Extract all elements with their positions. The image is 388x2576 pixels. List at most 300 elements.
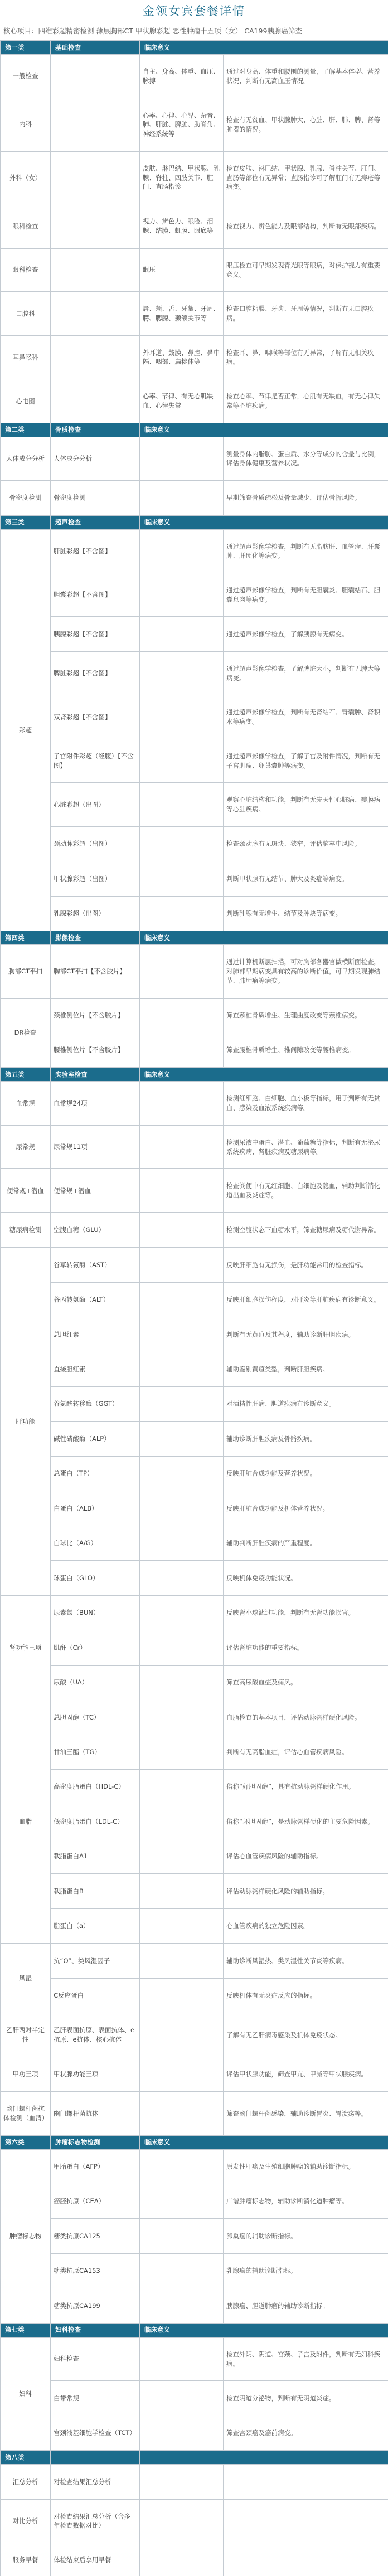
item-name-cell xyxy=(51,335,140,379)
section-title xyxy=(51,2451,140,2465)
item-content-cell xyxy=(140,1665,224,1700)
item-content-cell xyxy=(140,2219,224,2253)
item-content-cell xyxy=(140,2465,224,2499)
item-name-cell: 谷氨酰转移酶（GGT） xyxy=(51,1387,140,1421)
section-header xyxy=(1,931,388,945)
table-row xyxy=(1,998,388,1033)
table-row xyxy=(1,861,388,896)
category-cell: 血脂 xyxy=(1,1700,51,1944)
section-number: 第一类 xyxy=(1,41,51,55)
item-name-cell: 对检查结果汇总分析 xyxy=(51,2465,140,2499)
item-name-cell: 胰腺彩超【不含图】 xyxy=(51,617,140,651)
item-meaning-cell: 卵巢癌的辅助诊断指标。 xyxy=(224,2219,388,2253)
item-meaning-cell: 通过对身高、体重和腰围的测量，了解基本体型、营养状况、判断有无高血压情况。 xyxy=(224,55,388,98)
item-name-cell: 白球比（A/G） xyxy=(51,1526,140,1560)
category-cell: 肾功能三项 xyxy=(1,1595,51,1700)
item-name-cell: 糖类抗原CA153 xyxy=(51,2253,140,2288)
section-number: 第六类 xyxy=(1,2135,51,2149)
category-cell: 彩超 xyxy=(1,529,51,931)
table-row xyxy=(1,1282,388,1317)
item-content-cell xyxy=(140,617,224,651)
item-meaning-cell: 广谱肿瘤标志物，辅助诊断消化道肿瘤等。 xyxy=(224,2184,388,2219)
section-meaning-header: 临床意义 xyxy=(140,1068,388,1082)
item-content-cell: 视力、辨色力、眼睑、泪腺、结膜、虹膜、眼底等 xyxy=(140,204,224,248)
section-title: 实验室检查 xyxy=(51,1068,140,1082)
item-content-cell xyxy=(140,998,224,1033)
table-row xyxy=(1,1082,388,1125)
item-meaning-cell: 反映机体有无炎症反应的指标。 xyxy=(224,1978,388,2013)
item-meaning-cell: 通过超声影像学检查，判断有无脂肪肝、血管瘤、肝囊肿、肝硬化等病变。 xyxy=(224,529,388,573)
item-name-cell: 低密度脂蛋白（LDL-C） xyxy=(51,1804,140,1839)
category-cell: 尿常规 xyxy=(1,1125,51,1168)
table-row xyxy=(1,1735,388,1769)
item-name-cell: 腰椎侧位片【不含胶片】 xyxy=(51,1033,140,1067)
item-meaning-cell: 血脂检查的基本项目，评估动脉粥样硬化风险。 xyxy=(224,1700,388,1735)
item-meaning-cell: 检查有无贫血、甲状腺肿大、心脏、肝、肺、脾、肾等脏器的情况。 xyxy=(224,98,388,151)
table-row xyxy=(1,1944,388,1978)
item-name-cell xyxy=(51,248,140,291)
item-meaning-cell: 测量身体内脂肪、蛋白质、水分等成分的含量与比例，评估身体健康及营养状况。 xyxy=(224,437,388,480)
table-row xyxy=(1,2253,388,2288)
item-name-cell: C反应蛋白 xyxy=(51,1978,140,2013)
item-name-cell: 人体成分分析 xyxy=(51,437,140,480)
item-meaning-cell: 评估心血管疾病风险的辅助指标。 xyxy=(224,1839,388,1873)
section-meaning-header: 临床意义 xyxy=(140,515,388,529)
table-row xyxy=(1,2184,388,2219)
table-row xyxy=(1,945,388,998)
item-meaning-cell: 检查心率、节律是否正常，心肌有无缺血，有无心律失常等心脏疾病。 xyxy=(224,379,388,423)
item-meaning-cell: 反映机体免疫功能状况。 xyxy=(224,1561,388,1595)
item-name-cell: 脂蛋白（a） xyxy=(51,1908,140,1943)
item-meaning-cell: 判断乳腺有无增生、结节及肿块等病变。 xyxy=(224,896,388,931)
category-cell: 外科（女） xyxy=(1,151,51,204)
item-content-cell xyxy=(140,529,224,573)
item-content-cell xyxy=(140,1978,224,2013)
item-meaning-cell: 辅助诊断肝胆疾病及骨骼疾病。 xyxy=(224,1421,388,1456)
item-content-cell xyxy=(140,2288,224,2323)
item-name-cell: 子宫附件彩超（经腹）【不含图】 xyxy=(51,739,140,782)
table-row xyxy=(1,573,388,616)
table-row xyxy=(1,1978,388,2013)
table-row xyxy=(1,1908,388,1943)
table-row xyxy=(1,379,388,423)
item-name-cell xyxy=(51,98,140,151)
item-content-cell xyxy=(140,2013,224,2057)
item-name-cell: 心脏彩超（出图） xyxy=(51,783,140,826)
item-content-cell xyxy=(140,2092,224,2135)
item-name-cell: 甲状腺功能三项 xyxy=(51,2057,140,2091)
item-content-cell: 外耳道、鼓膜、鼻腔、鼻中隔、咽部、扁桃体等 xyxy=(140,335,224,379)
table-row xyxy=(1,2465,388,2499)
category-cell: 人体成分分析 xyxy=(1,437,51,480)
item-content-cell xyxy=(140,1169,224,1212)
category-cell: 幽门螺杆菌抗体检测（血清） xyxy=(1,2092,51,2135)
item-content-cell xyxy=(140,1804,224,1839)
item-meaning-cell xyxy=(224,2543,388,2576)
item-content-cell xyxy=(140,1561,224,1595)
section-meaning-header: 临床意义 xyxy=(140,41,388,55)
section-title: 肿瘤标志物检测 xyxy=(51,2135,140,2149)
table-row xyxy=(1,1352,388,1386)
item-name-cell: 尿素氮（BUN） xyxy=(51,1595,140,1630)
item-content-cell xyxy=(140,695,224,739)
item-meaning-cell: 评估肾脏功能的重要指标。 xyxy=(224,1630,388,1665)
table-row xyxy=(1,204,388,248)
item-name-cell: 颈椎侧位片【不含胶片】 xyxy=(51,998,140,1033)
item-meaning-cell: 辅助诊断风湿热、类风湿性关节炎等疾病。 xyxy=(224,1944,388,1978)
item-meaning-cell xyxy=(224,2499,388,2543)
item-name-cell: 尿常规11项 xyxy=(51,1125,140,1168)
table-row xyxy=(1,1561,388,1595)
table-row xyxy=(1,481,388,515)
section-meaning-header: 临床意义 xyxy=(140,931,388,945)
item-content-cell xyxy=(140,1944,224,1978)
category-cell: 便常规+潜血 xyxy=(1,1169,51,1212)
section-title: 超声检查 xyxy=(51,515,140,529)
item-content-cell xyxy=(140,1125,224,1168)
item-name-cell: 载脂蛋白B xyxy=(51,1874,140,1908)
item-meaning-cell: 辅助判断肝脏疾病的严重程度。 xyxy=(224,1526,388,1560)
table-row xyxy=(1,292,388,335)
item-meaning-cell: 检查阴道分泌物，判断有无阴道炎症。 xyxy=(224,2381,388,2416)
item-meaning-cell: 通过计算机断层扫描，可对胸部各器官做横断面检查，对肺部早期病变具有较高的诊断价值，可早期发现肺结节、肺肿瘤等病变。 xyxy=(224,945,388,998)
item-content-cell xyxy=(140,1735,224,1769)
table-row xyxy=(1,1248,388,1282)
item-name-cell: 宫颈液基细胞学检查（TCT） xyxy=(51,2416,140,2450)
category-cell: 耳鼻喉科 xyxy=(1,335,51,379)
category-cell: 风湿 xyxy=(1,1944,51,2013)
item-content-cell xyxy=(140,1491,224,1526)
item-meaning-cell: 筛查幽门螺杆菌感染，辅助诊断胃炎、胃溃疡等。 xyxy=(224,2092,388,2135)
item-name-cell: 尿酸（UA） xyxy=(51,1665,140,1700)
item-meaning-cell: 乳腺癌的辅助诊断指标。 xyxy=(224,2253,388,2288)
item-meaning-cell: 筛查颈椎骨质增生、生理曲度改变等颈椎病变。 xyxy=(224,998,388,1033)
item-meaning-cell: 判断有无高脂血症，评估心血管疾病风险。 xyxy=(224,1735,388,1769)
table-row xyxy=(1,695,388,739)
category-cell: 内科 xyxy=(1,98,51,151)
item-content-cell xyxy=(140,1770,224,1804)
page-title: 金领女宾套餐详情 xyxy=(143,4,245,18)
exam-item-table xyxy=(0,40,388,2576)
item-content-cell xyxy=(140,573,224,616)
item-meaning-cell: 检查颈动脉有无斑块、狭窄，评估脑卒中风险。 xyxy=(224,826,388,861)
item-name-cell xyxy=(51,151,140,204)
category-cell: 汇总分析 xyxy=(1,2465,51,2499)
table-row xyxy=(1,2337,388,2380)
table-row xyxy=(1,783,388,826)
category-cell: DR检查 xyxy=(1,998,51,1068)
table-row xyxy=(1,826,388,861)
item-content-cell xyxy=(140,945,224,998)
table-row xyxy=(1,1491,388,1526)
table-row xyxy=(1,1456,388,1491)
item-name-cell: 白带常规 xyxy=(51,2381,140,2416)
table-row xyxy=(1,2288,388,2323)
item-content-cell xyxy=(140,1874,224,1908)
item-content-cell xyxy=(140,2184,224,2219)
item-name-cell: 糖类抗原CA199 xyxy=(51,2288,140,2323)
item-content-cell xyxy=(140,783,224,826)
item-name-cell: 乳腺彩超（出图） xyxy=(51,896,140,931)
section-header xyxy=(1,41,388,55)
item-name-cell: 抗“O”、类风湿因子 xyxy=(51,1944,140,1978)
table-row xyxy=(1,529,388,573)
category-cell: 胸部CT平扫 xyxy=(1,945,51,998)
category-cell: 妇科 xyxy=(1,2337,51,2450)
table-row xyxy=(1,1387,388,1421)
item-content-cell xyxy=(140,1421,224,1456)
exam-item-table-body xyxy=(1,41,388,2576)
item-meaning-cell: 反映肝细胞有无损伤，是肝功能常用的检查指标。 xyxy=(224,1248,388,1282)
section-meaning-header xyxy=(140,2451,388,2465)
item-content-cell xyxy=(140,1082,224,1125)
item-name-cell: 糖类抗原CA125 xyxy=(51,2219,140,2253)
item-content-cell xyxy=(140,1908,224,1943)
item-meaning-cell: 通过超声影像学检查，判断有无胆囊炎、胆囊结石、胆囊息肉等病变。 xyxy=(224,573,388,616)
item-meaning-cell: 通过超声影像学检查，判断有无肾结石、肾囊肿、肾积水等病变。 xyxy=(224,695,388,739)
item-content-cell xyxy=(140,481,224,515)
section-title: 骨质检查 xyxy=(51,423,140,437)
item-meaning-cell: 筛查宫颈癌及癌前病变。 xyxy=(224,2416,388,2450)
item-content-cell xyxy=(140,1352,224,1386)
table-row xyxy=(1,2499,388,2543)
item-content-cell xyxy=(140,1526,224,1560)
item-name-cell: 肌酐（Cr） xyxy=(51,1630,140,1665)
item-meaning-cell: 筛查高尿酸血症及痛风。 xyxy=(224,1665,388,1700)
item-meaning-cell: 俗称“坏胆固醇”，是动脉粥样硬化的主要危险因素。 xyxy=(224,1804,388,1839)
table-row xyxy=(1,617,388,651)
item-meaning-cell: 俗称“好胆固醇”，具有抗动脉粥样硬化作用。 xyxy=(224,1770,388,1804)
item-content-cell xyxy=(140,2543,224,2576)
item-meaning-cell: 反映肾小球滤过功能，判断有无肾功能损害。 xyxy=(224,1595,388,1630)
section-number: 第八类 xyxy=(1,2451,51,2465)
item-content-cell xyxy=(140,1700,224,1735)
item-meaning-cell: 评估动脉粥样硬化风险的辅助指标。 xyxy=(224,1874,388,1908)
table-row xyxy=(1,2219,388,2253)
item-content-cell: 心率、心律、心界、杂音、肺、肝脏、脾脏、肋脊角、神经系统等 xyxy=(140,98,224,151)
table-row xyxy=(1,2543,388,2576)
category-cell: 对比分析 xyxy=(1,2499,51,2543)
section-meaning-header: 临床意义 xyxy=(140,423,388,437)
category-cell: 眼科检查 xyxy=(1,204,51,248)
item-name-cell: 谷丙转氨酶（ALT） xyxy=(51,1282,140,1317)
item-name-cell xyxy=(51,292,140,335)
table-row xyxy=(1,1212,388,1247)
item-content-cell xyxy=(140,861,224,896)
category-cell: 一般检查 xyxy=(1,55,51,98)
item-content-cell xyxy=(140,651,224,695)
table-row xyxy=(1,98,388,151)
item-name-cell: 双肾彩超【不含图】 xyxy=(51,695,140,739)
item-meaning-cell: 心血管疾病的独立危险因素。 xyxy=(224,1908,388,1943)
item-name-cell: 总蛋白（TP） xyxy=(51,1456,140,1491)
category-cell: 口腔科 xyxy=(1,292,51,335)
category-cell: 眼科检查 xyxy=(1,248,51,291)
table-row xyxy=(1,1874,388,1908)
item-content-cell xyxy=(140,739,224,782)
table-row xyxy=(1,1770,388,1804)
section-meaning-header: 临床意义 xyxy=(140,2323,388,2337)
item-content-cell xyxy=(140,1033,224,1067)
table-row xyxy=(1,1526,388,1560)
item-name-cell: 骨密度检测 xyxy=(51,481,140,515)
table-row xyxy=(1,2057,388,2091)
item-meaning-cell: 判断甲状腺有无结节、肿大及炎症等病变。 xyxy=(224,861,388,896)
item-content-cell: 唇、颊、舌、牙龈、牙周、腭、腮腺、颞颌关节等 xyxy=(140,292,224,335)
item-name-cell: 体检结束后享用早餐 xyxy=(51,2543,140,2576)
item-meaning-cell: 筛查腰椎骨质增生、椎间隙改变等腰椎病变。 xyxy=(224,1033,388,1067)
section-header xyxy=(1,1068,388,1082)
item-meaning-cell: 了解有无乙肝病毒感染及机体免疫状态。 xyxy=(224,2013,388,2057)
item-name-cell: 对检查结果汇总分析（含多年检查数据对比） xyxy=(51,2499,140,2543)
item-meaning-cell: 判断有无黄疸及其程度，辅助诊断肝胆疾病。 xyxy=(224,1317,388,1352)
category-cell: 肿瘤标志物 xyxy=(1,2149,51,2323)
item-name-cell: 肝脏彩超【不含图】 xyxy=(51,529,140,573)
item-meaning-cell: 检查口腔粘膜、牙齿、牙周等情况，判断有无口腔疾病。 xyxy=(224,292,388,335)
item-content-cell: 皮肤、淋巴结、甲状腺、乳腺、脊柱、四肢关节、肛门、直肠指诊 xyxy=(140,151,224,204)
section-meaning-header: 临床意义 xyxy=(140,2135,388,2149)
item-content-cell xyxy=(140,1212,224,1247)
item-meaning-cell: 反映肝脏合成功能及机体营养状况。 xyxy=(224,1491,388,1526)
item-content-cell: 眼压 xyxy=(140,248,224,291)
section-header xyxy=(1,423,388,437)
section-title: 妇科检查 xyxy=(51,2323,140,2337)
item-name-cell xyxy=(51,379,140,423)
item-content-cell xyxy=(140,437,224,480)
item-content-cell xyxy=(140,2057,224,2091)
category-cell: 血常规 xyxy=(1,1082,51,1125)
category-cell: 骨密度检测 xyxy=(1,481,51,515)
item-name-cell: 妇科检查 xyxy=(51,2337,140,2380)
item-content-cell xyxy=(140,1248,224,1282)
section-number: 第二类 xyxy=(1,423,51,437)
category-cell: 糖尿病检测 xyxy=(1,1212,51,1247)
item-content-cell xyxy=(140,2337,224,2380)
item-content-cell: 自主、身高、体重、血压、脉搏 xyxy=(140,55,224,98)
item-meaning-cell: 检测红细胞、白细胞、血小板等指标，用于判断有无贫血、感染及血液系统疾病等。 xyxy=(224,1082,388,1125)
section-header xyxy=(1,515,388,529)
item-meaning-cell: 通过超声影像学检查，了解胰腺有无病变。 xyxy=(224,617,388,651)
table-row xyxy=(1,151,388,204)
table-row xyxy=(1,1700,388,1735)
table-row xyxy=(1,1317,388,1352)
item-content-cell xyxy=(140,1839,224,1873)
item-meaning-cell: 检测尿液中蛋白、潜血、葡萄糖等指标，判断有无泌尿系统疾病、肾脏疾病及糖尿病等。 xyxy=(224,1125,388,1168)
table-row xyxy=(1,651,388,695)
item-content-cell xyxy=(140,1282,224,1317)
table-row xyxy=(1,2381,388,2416)
category-cell: 乙肝两对半定性 xyxy=(1,2013,51,2057)
item-name-cell: 总胆固醇（TC） xyxy=(51,1700,140,1735)
category-cell: 心电图 xyxy=(1,379,51,423)
item-name-cell: 甘油三酯（TG） xyxy=(51,1735,140,1769)
table-row xyxy=(1,1421,388,1456)
item-content-cell xyxy=(140,2499,224,2543)
section-header xyxy=(1,2323,388,2337)
item-name-cell: 空腹血糖（GLU） xyxy=(51,1212,140,1247)
table-row xyxy=(1,2013,388,2057)
table-row xyxy=(1,1630,388,1665)
table-row xyxy=(1,248,388,291)
table-row xyxy=(1,437,388,480)
item-content-cell xyxy=(140,2416,224,2450)
item-meaning-cell: 通过超声影像学检查，了解脾脏大小，判断有无脾大等病变。 xyxy=(224,651,388,695)
item-meaning-cell: 观察心脏结构和功能，判断有无先天性心脏病、瓣膜病等心脏疾病。 xyxy=(224,783,388,826)
item-meaning-cell: 原发性肝癌及生殖细胞肿瘤的辅助诊断指标。 xyxy=(224,2149,388,2184)
item-name-cell: 颈动脉彩超（出图） xyxy=(51,826,140,861)
item-meaning-cell: 通过超声影像学检查，了解子宫及附件情况，判断有无子宫肌瘤、卵巢囊肿等病变。 xyxy=(224,739,388,782)
section-header xyxy=(1,2451,388,2465)
table-row xyxy=(1,1804,388,1839)
item-name-cell: 胆囊彩超【不含图】 xyxy=(51,573,140,616)
table-row xyxy=(1,739,388,782)
item-meaning-cell: 检查粪便中有无红细胞、白细胞及隐血，辅助判断消化道出血及炎症等。 xyxy=(224,1169,388,1212)
item-name-cell: 谷草转氨酶（AST） xyxy=(51,1248,140,1282)
item-name-cell: 白蛋白（ALB） xyxy=(51,1491,140,1526)
item-name-cell: 总胆红素 xyxy=(51,1317,140,1352)
table-row xyxy=(1,1839,388,1873)
item-meaning-cell: 反映肝脏合成功能及营养状况。 xyxy=(224,1456,388,1491)
item-meaning-cell: 检查皮肤、淋巴结、甲状腺、乳腺、脊柱关节、肛门、直肠等部位有无异常；直肠指诊可了解肛门有无痔疮等病变。 xyxy=(224,151,388,204)
item-content-cell xyxy=(140,826,224,861)
table-row xyxy=(1,1665,388,1700)
item-meaning-cell: 检查耳、鼻、咽喉等部位有无异常，了解有无相关疾病。 xyxy=(224,335,388,379)
item-meaning-cell: 反映肝细胞损伤程度，对肝炎等肝脏疾病有诊断意义。 xyxy=(224,1282,388,1317)
item-content-cell xyxy=(140,896,224,931)
item-meaning-cell: 评估甲状腺功能，筛查甲亢、甲减等甲状腺疾病。 xyxy=(224,2057,388,2091)
item-meaning-cell: 检查视力、辨色能力及眼部结构，判断有无眼部疾病。 xyxy=(224,204,388,248)
item-name-cell: 碱性磷酸酶（ALP） xyxy=(51,1421,140,1456)
item-content-cell: 心率、节律、有无心肌缺血、心律失常 xyxy=(140,379,224,423)
item-content-cell xyxy=(140,2381,224,2416)
category-cell: 甲功三项 xyxy=(1,2057,51,2091)
item-name-cell: 直接胆红素 xyxy=(51,1352,140,1386)
item-name-cell: 癌胚抗原（CEA） xyxy=(51,2184,140,2219)
item-name-cell: 脾脏彩超【不含图】 xyxy=(51,651,140,695)
item-meaning-cell: 早期筛查骨质疏松及骨量减少，评估骨折风险。 xyxy=(224,481,388,515)
section-number: 第五类 xyxy=(1,1068,51,1082)
table-row xyxy=(1,55,388,98)
item-content-cell xyxy=(140,1456,224,1491)
item-meaning-cell: 胰腺癌、胆道肿瘤的辅助诊断指标。 xyxy=(224,2288,388,2323)
item-content-cell xyxy=(140,2149,224,2184)
item-name-cell xyxy=(51,204,140,248)
item-meaning-cell: 检测空腹状态下血糖水平，筛查糖尿病及糖代谢异常。 xyxy=(224,1212,388,1247)
table-row xyxy=(1,1033,388,1067)
item-name-cell: 幽门螺杆菌抗体 xyxy=(51,2092,140,2135)
category-cell: 服务早餐 xyxy=(1,2543,51,2576)
table-row xyxy=(1,2092,388,2135)
section-title: 影像检查 xyxy=(51,931,140,945)
section-number: 第三类 xyxy=(1,515,51,529)
item-name-cell: 血常规24项 xyxy=(51,1082,140,1125)
item-content-cell xyxy=(140,2253,224,2288)
item-name-cell: 球蛋白（GLO） xyxy=(51,1561,140,1595)
table-row xyxy=(1,1169,388,1212)
item-content-cell xyxy=(140,1317,224,1352)
table-row xyxy=(1,335,388,379)
item-name-cell: 载脂蛋白A1 xyxy=(51,1839,140,1873)
item-meaning-cell: 眼压检查可早期发现青光眼等眼病，对保护视力有重要意义。 xyxy=(224,248,388,291)
core-items-line: 核心项目：四维彩超精密检测 薄层胸部CT 甲状腺彩超 恶性肿瘤十五项（女） CA199胰腺癌筛查 xyxy=(3,27,302,35)
item-content-cell xyxy=(140,1630,224,1665)
section-number: 第七类 xyxy=(1,2323,51,2337)
item-name-cell xyxy=(51,55,140,98)
table-row xyxy=(1,896,388,931)
table-row xyxy=(1,1125,388,1168)
item-meaning-cell: 辅助鉴别黄疸类型，判断肝胆疾病。 xyxy=(224,1352,388,1386)
table-row xyxy=(1,2416,388,2450)
